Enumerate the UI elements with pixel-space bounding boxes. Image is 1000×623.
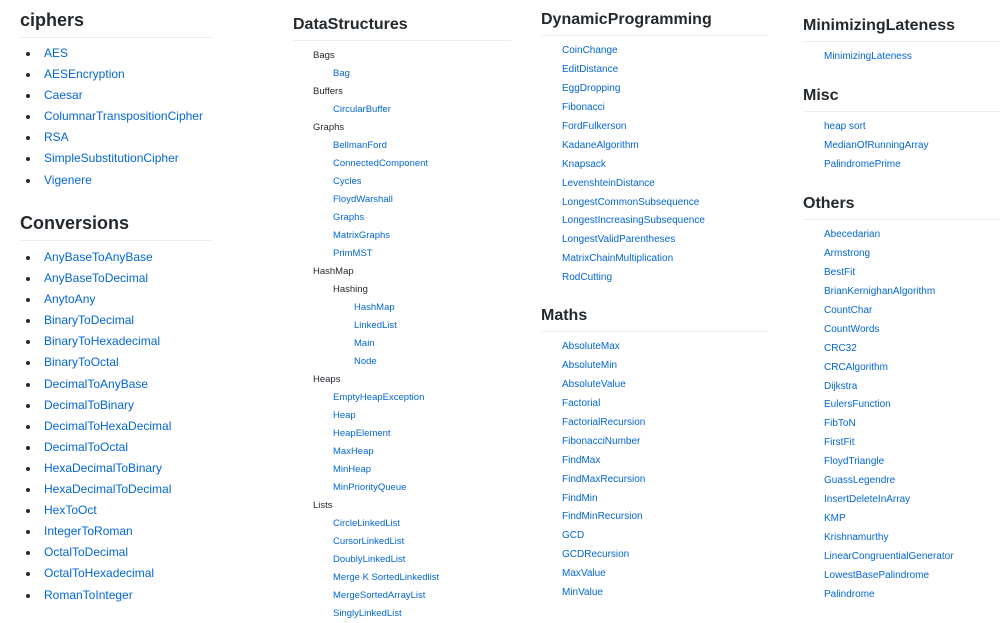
link-primmst[interactable]: PrimMST bbox=[333, 248, 373, 259]
link-editdistance[interactable]: EditDistance bbox=[562, 63, 619, 75]
list-item bbox=[20, 458, 212, 479]
list-item bbox=[293, 587, 511, 605]
list-item bbox=[293, 65, 511, 83]
link-findminrecursion[interactable]: FindMinRecursion bbox=[562, 511, 643, 523]
list-item bbox=[293, 155, 511, 173]
list-item bbox=[803, 586, 1000, 605]
list-item bbox=[541, 156, 768, 175]
list-item bbox=[541, 99, 768, 118]
link-cycles[interactable]: Cycles bbox=[333, 176, 362, 187]
list-item bbox=[20, 374, 212, 395]
section-heading-datastructures: DataStructures bbox=[293, 16, 511, 41]
list-item bbox=[803, 396, 1000, 415]
misc-list bbox=[803, 118, 1000, 175]
list-item bbox=[20, 479, 212, 500]
list-item bbox=[541, 231, 768, 250]
section-misc bbox=[803, 87, 1000, 175]
list-item bbox=[541, 508, 768, 527]
list-item bbox=[803, 567, 1000, 586]
list-item bbox=[541, 42, 768, 61]
link-eulersfunction[interactable]: EulersFunction bbox=[824, 399, 891, 411]
link-anytoany[interactable]: AnytoAny bbox=[44, 292, 96, 307]
list-item bbox=[293, 101, 511, 119]
list-item bbox=[293, 245, 511, 263]
group-label-lists: Lists bbox=[313, 500, 333, 511]
link-countwords[interactable]: CountWords bbox=[824, 323, 880, 335]
list-item bbox=[803, 245, 1000, 264]
link-factorialrecursion[interactable]: FactorialRecursion bbox=[562, 416, 646, 428]
list-item bbox=[293, 551, 511, 569]
link-decimaltoanybase[interactable]: DecimalToAnyBase bbox=[44, 376, 149, 391]
list-item bbox=[803, 302, 1000, 321]
link-firstfit[interactable]: FirstFit bbox=[824, 437, 855, 449]
link-decimaltooctal[interactable]: DecimalToOctal bbox=[44, 439, 129, 454]
list-item bbox=[293, 461, 511, 479]
section-maths bbox=[541, 307, 768, 603]
list-item bbox=[541, 376, 768, 395]
link-doublylinkedlist[interactable]: DoublyLinkedList bbox=[333, 554, 406, 565]
link-connectedcomponent[interactable]: ConnectedComponent bbox=[333, 158, 429, 169]
link-binarytohexadecimal[interactable]: BinaryToHexadecimal bbox=[44, 334, 161, 349]
link-floydtriangle[interactable]: FloydTriangle bbox=[824, 456, 885, 468]
link-palindromeprime[interactable]: PalindromePrime bbox=[824, 158, 901, 170]
list-item bbox=[20, 395, 212, 416]
list-item bbox=[293, 389, 511, 407]
list-item bbox=[541, 175, 768, 194]
list-item bbox=[293, 407, 511, 425]
link-decimaltobinary[interactable]: DecimalToBinary bbox=[44, 397, 135, 412]
section-heading-misc: Misc bbox=[803, 87, 1000, 112]
list-item bbox=[20, 127, 212, 148]
list-item bbox=[803, 491, 1000, 510]
link-singlylinkedlist[interactable]: SinglyLinkedList bbox=[333, 608, 402, 619]
list-item bbox=[20, 268, 212, 289]
link-coinchange[interactable]: CoinChange bbox=[562, 45, 618, 56]
section-heading-conversions: Conversions bbox=[20, 213, 212, 241]
link-octaltodecimal[interactable]: OctalToDecimal bbox=[44, 545, 129, 560]
list-item bbox=[803, 548, 1000, 567]
link-briankernighanalgorithm[interactable]: BrianKernighanAlgorithm bbox=[824, 285, 936, 297]
list-item bbox=[541, 137, 768, 156]
conversions-list bbox=[20, 247, 212, 606]
link-heap-sort[interactable]: heap sort bbox=[824, 121, 866, 132]
link-aes[interactable]: AES bbox=[44, 46, 69, 60]
group-label-hashing: Hashing bbox=[333, 284, 368, 295]
dynamicprogramming-list bbox=[541, 42, 768, 288]
ciphers-list bbox=[20, 43, 212, 191]
list-item bbox=[293, 137, 511, 155]
minimizinglateness-list bbox=[803, 48, 1000, 67]
group-label-heaps: Heaps bbox=[313, 374, 341, 385]
list-item bbox=[20, 85, 212, 106]
link-longestincreasingsubsequence[interactable]: LongestIncreasingSubsequence bbox=[562, 215, 705, 227]
list-item bbox=[541, 80, 768, 99]
list-item bbox=[541, 414, 768, 433]
list-item bbox=[541, 565, 768, 584]
list-item bbox=[803, 378, 1000, 397]
list-item bbox=[541, 527, 768, 546]
group-label-hashmap: HashMap bbox=[313, 266, 354, 277]
link-guasslegendre[interactable]: GuassLegendre bbox=[824, 475, 896, 487]
list-item bbox=[541, 357, 768, 376]
list-item bbox=[293, 335, 511, 353]
list-item bbox=[541, 194, 768, 213]
link-node[interactable]: Node bbox=[354, 356, 377, 367]
list-item bbox=[293, 191, 511, 209]
list-item bbox=[20, 64, 212, 85]
list-item bbox=[803, 415, 1000, 434]
list-item bbox=[293, 209, 511, 227]
list-item bbox=[803, 340, 1000, 359]
link-matrixgraphs[interactable]: MatrixGraphs bbox=[333, 230, 391, 241]
link-knapsack[interactable]: Knapsack bbox=[562, 158, 606, 170]
list-item bbox=[293, 443, 511, 461]
list-item bbox=[803, 226, 1000, 245]
group-label-bags: Bags bbox=[313, 50, 335, 61]
list-item bbox=[541, 471, 768, 490]
datastructures-tree bbox=[293, 47, 511, 623]
link-longestcommonsubsequence[interactable]: LongestCommonSubsequence bbox=[562, 196, 700, 208]
section-heading-dynamicprogramming: DynamicProgramming bbox=[541, 11, 768, 36]
link-cursorlinkedlist[interactable]: CursorLinkedList bbox=[333, 536, 405, 547]
list-item bbox=[20, 247, 212, 268]
link-main[interactable]: Main bbox=[354, 338, 375, 349]
link-countchar[interactable]: CountChar bbox=[824, 304, 873, 316]
link-linkedlist[interactable]: LinkedList bbox=[354, 320, 397, 331]
list-item bbox=[541, 452, 768, 471]
link-fibton[interactable]: FibToN bbox=[824, 418, 856, 430]
list-item bbox=[20, 289, 212, 310]
link-findmin[interactable]: FindMin bbox=[562, 492, 598, 504]
list-item bbox=[541, 212, 768, 231]
group-label-buffers: Buffers bbox=[313, 86, 343, 97]
link-anybasetoanybase[interactable]: AnyBaseToAnyBase bbox=[44, 250, 153, 264]
link-hexadecimaltodecimal[interactable]: HexaDecimalToDecimal bbox=[44, 482, 172, 497]
list-item bbox=[20, 310, 212, 331]
list-item bbox=[293, 605, 511, 623]
list-item bbox=[541, 546, 768, 565]
list-item bbox=[803, 321, 1000, 340]
link-floydwarshall[interactable]: FloydWarshall bbox=[333, 194, 393, 205]
list-item bbox=[293, 569, 511, 587]
link-fordfulkerson[interactable]: FordFulkerson bbox=[562, 120, 627, 132]
others-list bbox=[803, 226, 1000, 605]
link-caesar[interactable]: Caesar bbox=[44, 88, 83, 103]
link-longestvalidparentheses[interactable]: LongestValidParentheses bbox=[562, 234, 676, 246]
link-abecedarian[interactable]: Abecedarian bbox=[824, 229, 881, 240]
link-factorial[interactable]: Factorial bbox=[562, 397, 601, 409]
list-item bbox=[803, 137, 1000, 156]
link-absolutemax[interactable]: AbsoluteMax bbox=[562, 341, 620, 352]
link-crcalgorithm[interactable]: CRCAlgorithm bbox=[824, 361, 888, 373]
list-item bbox=[293, 227, 511, 245]
list-item bbox=[20, 585, 212, 606]
list-item bbox=[293, 515, 511, 533]
section-others bbox=[803, 195, 1000, 605]
link-insertdeleteinarray[interactable]: InsertDeleteInArray bbox=[824, 494, 911, 506]
list-item bbox=[803, 156, 1000, 175]
link-absolutemin[interactable]: AbsoluteMin bbox=[562, 359, 618, 371]
list-item bbox=[20, 521, 212, 542]
link-columnartranspositioncipher[interactable]: ColumnarTranspositionCipher bbox=[44, 109, 203, 124]
list-item bbox=[803, 118, 1000, 137]
link-medianofrunningarray[interactable]: MedianOfRunningArray bbox=[824, 139, 929, 151]
link-bag[interactable]: Bag bbox=[333, 68, 350, 79]
link-hextooct[interactable]: HexToOct bbox=[44, 503, 97, 518]
section-conversions bbox=[20, 213, 212, 606]
list-item bbox=[293, 173, 511, 191]
list-item bbox=[803, 472, 1000, 491]
link-romantointeger[interactable]: RomanToInteger bbox=[44, 587, 133, 602]
list-item bbox=[803, 434, 1000, 453]
link-absolutevalue[interactable]: AbsoluteValue bbox=[562, 378, 626, 390]
link-fibonaccinumber[interactable]: FibonacciNumber bbox=[562, 435, 641, 447]
list-item bbox=[541, 269, 768, 288]
link-heapelement[interactable]: HeapElement bbox=[333, 428, 391, 439]
list-item bbox=[803, 529, 1000, 548]
section-ciphers bbox=[20, 10, 212, 191]
link-minvalue[interactable]: MinValue bbox=[562, 587, 603, 599]
link-circlelinkedlist[interactable]: CircleLinkedList bbox=[333, 518, 401, 529]
list-item bbox=[20, 416, 212, 437]
section-minimizinglateness bbox=[803, 17, 1000, 67]
link-graphs[interactable]: Graphs bbox=[333, 212, 365, 223]
link-simplesubstitutioncipher[interactable]: SimpleSubstitutionCipher bbox=[44, 151, 179, 166]
list-item bbox=[541, 490, 768, 509]
link-fibonacci[interactable]: Fibonacci bbox=[562, 101, 605, 113]
link-rsa[interactable]: RSA bbox=[44, 130, 69, 145]
list-item bbox=[20, 542, 212, 563]
link-maxvalue[interactable]: MaxValue bbox=[562, 568, 606, 580]
list-item bbox=[803, 510, 1000, 529]
list-item bbox=[541, 584, 768, 603]
list-item bbox=[20, 106, 212, 127]
list-item bbox=[293, 353, 511, 371]
link-minpriorityqueue[interactable]: MinPriorityQueue bbox=[333, 482, 407, 493]
list-item bbox=[20, 437, 212, 458]
list-item bbox=[293, 299, 511, 317]
list-item bbox=[20, 43, 212, 64]
link-rodcutting[interactable]: RodCutting bbox=[562, 272, 613, 284]
link-gcdrecursion[interactable]: GCDRecursion bbox=[562, 549, 630, 561]
link-findmaxrecursion[interactable]: FindMaxRecursion bbox=[562, 473, 646, 485]
link-findmax[interactable]: FindMax bbox=[562, 454, 601, 466]
link-minimizinglateness[interactable]: MinimizingLateness bbox=[824, 51, 912, 62]
section-datastructures bbox=[293, 16, 511, 623]
link-anybasetodecimal[interactable]: AnyBaseToDecimal bbox=[44, 271, 149, 286]
list-item bbox=[293, 425, 511, 443]
link-mergesortedarraylist[interactable]: MergeSortedArrayList bbox=[333, 590, 426, 601]
link-merge-k-sortedlinkedlist[interactable]: Merge K SortedLinkedlist bbox=[333, 572, 440, 583]
list-item bbox=[20, 500, 212, 521]
link-circularbuffer[interactable]: CircularBuffer bbox=[333, 104, 391, 115]
list-item bbox=[803, 453, 1000, 472]
list-item bbox=[541, 250, 768, 269]
link-hexadecimaltobinary[interactable]: HexaDecimalToBinary bbox=[44, 460, 163, 475]
list-item bbox=[541, 118, 768, 137]
link-crc32[interactable]: CRC32 bbox=[824, 342, 857, 354]
link-hashmap[interactable]: HashMap bbox=[354, 302, 395, 313]
link-heap[interactable]: Heap bbox=[333, 410, 356, 421]
link-octaltohexadecimal[interactable]: OctalToHexadecimal bbox=[44, 566, 155, 581]
list-item bbox=[20, 170, 212, 191]
list-item bbox=[541, 338, 768, 357]
list-item bbox=[541, 433, 768, 452]
link-integertoroman[interactable]: IntegerToRoman bbox=[44, 524, 133, 539]
section-dynamicprogramming bbox=[541, 11, 768, 288]
list-item bbox=[20, 331, 212, 352]
link-gcd[interactable]: GCD bbox=[562, 530, 585, 542]
link-armstrong[interactable]: Armstrong bbox=[824, 247, 871, 259]
list-item bbox=[20, 148, 212, 169]
section-heading-others: Others bbox=[803, 195, 1000, 220]
list-item bbox=[20, 352, 212, 373]
section-heading-maths: Maths bbox=[541, 307, 768, 332]
link-linearcongruentialgenerator[interactable]: LinearCongruentialGenerator bbox=[824, 550, 954, 562]
link-dijkstra[interactable]: Dijkstra bbox=[824, 380, 858, 392]
link-emptyheapexception[interactable]: EmptyHeapException bbox=[333, 392, 425, 403]
list-item bbox=[20, 563, 212, 584]
list-item bbox=[541, 395, 768, 414]
link-eggdropping[interactable]: EggDropping bbox=[562, 82, 621, 94]
link-bellmanford[interactable]: BellmanFord bbox=[333, 140, 387, 151]
section-heading-minimizinglateness: MinimizingLateness bbox=[803, 17, 1000, 42]
link-binarytooctal[interactable]: BinaryToOctal bbox=[44, 355, 119, 370]
link-aesencryption[interactable]: AESEncryption bbox=[44, 67, 125, 82]
link-decimaltohexadecimal[interactable]: DecimalToHexaDecimal bbox=[44, 418, 172, 433]
link-binarytodecimal[interactable]: BinaryToDecimal bbox=[44, 313, 135, 328]
list-item bbox=[293, 317, 511, 335]
link-kmp[interactable]: KMP bbox=[824, 513, 846, 525]
link-krishnamurthy[interactable]: Krishnamurthy bbox=[824, 532, 889, 543]
link-palindrome[interactable]: Palindrome bbox=[824, 588, 875, 600]
section-heading-ciphers: ciphers bbox=[20, 10, 212, 38]
list-item bbox=[803, 264, 1000, 283]
list-item bbox=[803, 283, 1000, 302]
list-item bbox=[541, 61, 768, 80]
list-item bbox=[803, 359, 1000, 378]
list-item bbox=[293, 533, 511, 551]
group-label-graphs: Graphs bbox=[313, 122, 345, 133]
link-levenshteindistance[interactable]: LevenshteinDistance bbox=[562, 177, 655, 189]
link-minheap[interactable]: MinHeap bbox=[333, 464, 372, 475]
maths-list bbox=[541, 338, 768, 603]
list-item bbox=[803, 48, 1000, 67]
link-kadanealgorithm[interactable]: KadaneAlgorithm bbox=[562, 139, 639, 151]
link-matrixchainmultiplication[interactable]: MatrixChainMultiplication bbox=[562, 253, 674, 265]
link-maxheap[interactable]: MaxHeap bbox=[333, 446, 374, 457]
link-bestfit[interactable]: BestFit bbox=[824, 266, 856, 278]
list-item bbox=[293, 479, 511, 497]
link-lowestbasepalindrome[interactable]: LowestBasePalindrome bbox=[824, 569, 930, 581]
link-vigenere[interactable]: Vigenere bbox=[44, 172, 92, 187]
